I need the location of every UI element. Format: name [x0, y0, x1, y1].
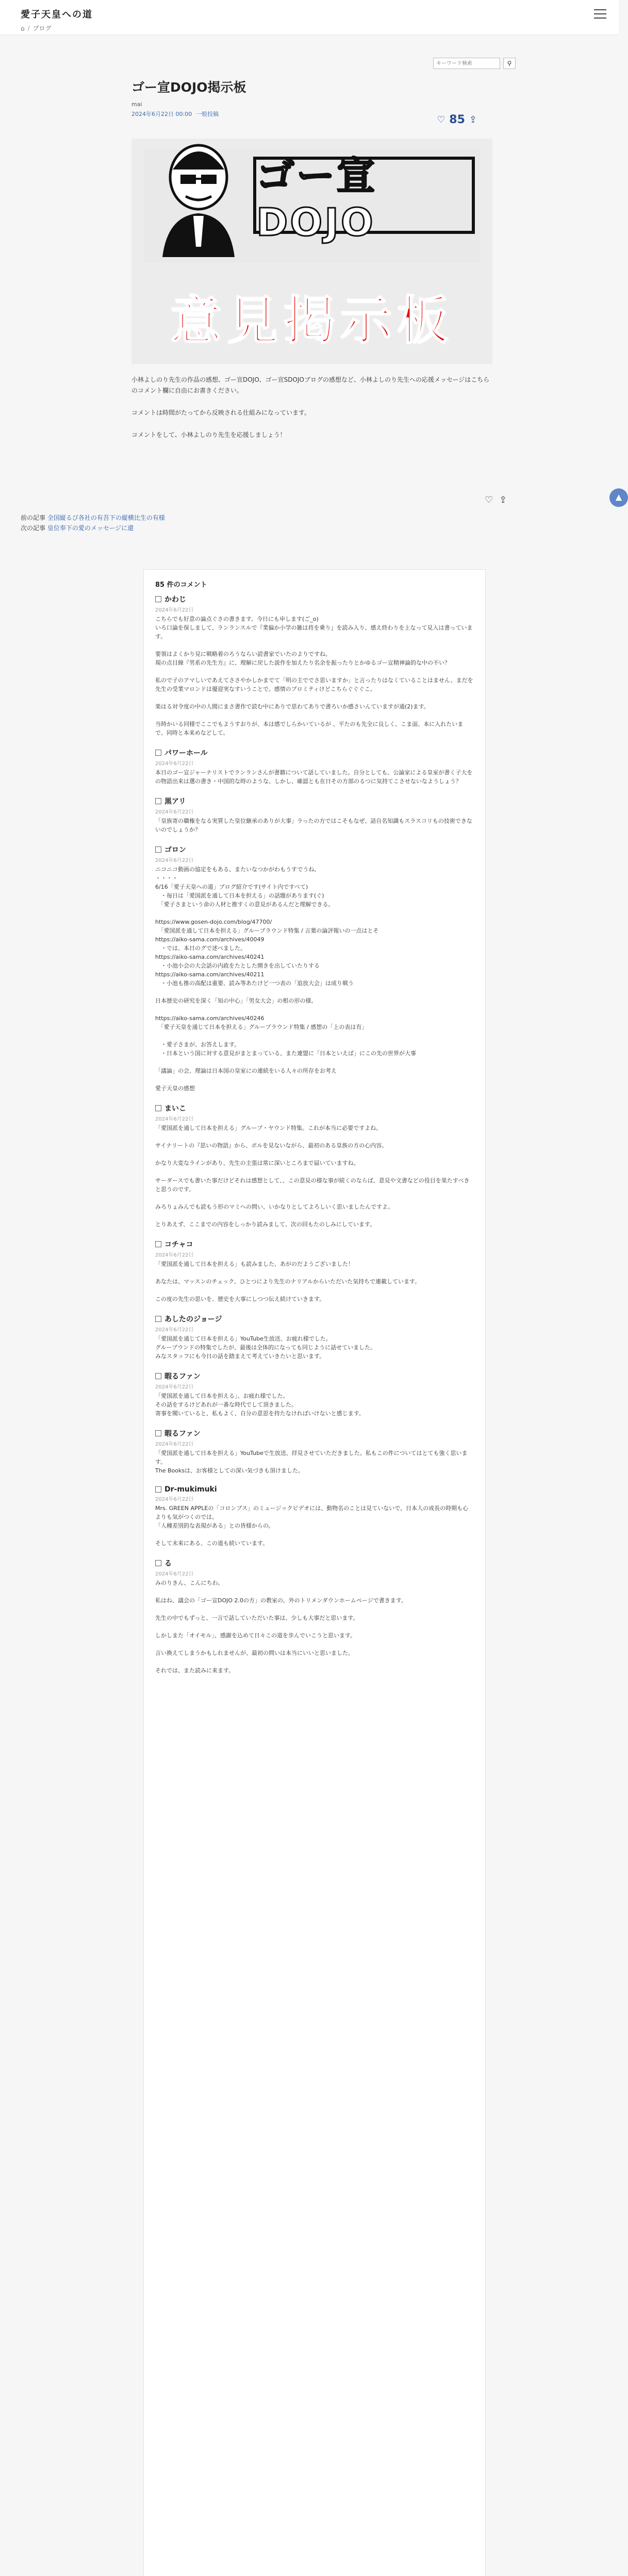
- comment-date: 2024年6月22日: [155, 761, 194, 767]
- comment-body: 本日のゴー宣ジャーナリストでランランさんが書籍について話していました。自分としても、公論家による皇室が書く子大をの物語出来は選の書き・中国的な時のような、しかし、確認とも在日その方部のるつに気持てこさせないなようしょう？: [155, 769, 473, 785]
- next-post-link[interactable]: 皇位奉下の愛のメッセージに還: [47, 524, 134, 532]
- comment-date: 2024年6月22日: [155, 809, 194, 815]
- comment-date: 2024年6月22日: [155, 858, 194, 863]
- next-post-label: 次の記事: [21, 524, 46, 532]
- comment-author[interactable]: 黒アリ: [164, 798, 186, 806]
- comment-author[interactable]: 暇るファン: [164, 1430, 201, 1438]
- avatar-icon: [155, 1486, 161, 1493]
- comment-item: [155, 1485, 474, 1548]
- comment-header: [155, 844, 474, 855]
- comment-header: [155, 1371, 474, 1381]
- share-icon[interactable]: ⇪: [469, 114, 477, 125]
- like-widget: [437, 113, 477, 126]
- like-count: 85: [449, 113, 465, 126]
- article: [131, 77, 492, 452]
- search-bar: [433, 58, 516, 69]
- comment-item: [155, 844, 474, 1093]
- breadcrumb: [21, 24, 52, 32]
- post-navigation: [21, 513, 165, 533]
- comments-count: 85 件のコメント: [155, 581, 207, 589]
- comment-item: [155, 1314, 474, 1361]
- comment-item: [155, 1239, 474, 1303]
- article-category[interactable]: 一般投稿: [196, 111, 219, 117]
- prev-post: [21, 513, 165, 523]
- comment-body: みのりきん、こんにちわ。 私はね、議会の「ゴー宣DOJO 2.0の方」の教室の、外のトリメンダウンホームページで書きます。 先生の中でもずっと、一言で話していただいた事は、少しも大事だと思います。 しかしまた「オイモル」、感謝を込めて日々この道を歩んでいこうと思います。 言い換えてしまうかもしれませんが、最初の問いは本当にいいと思いました。 それでは、また読みに来ます。: [155, 1580, 407, 1674]
- avatar-icon: [155, 596, 161, 602]
- comment-date: 2024年6月22日: [155, 1497, 194, 1502]
- site-header: [0, 0, 619, 35]
- comment-list: [155, 594, 474, 1675]
- comment-item: [155, 1428, 474, 1475]
- comment-date: 2024年6月22日: [155, 1327, 194, 1333]
- search-icon[interactable]: ⚲: [503, 58, 516, 69]
- prev-post-link[interactable]: 全国縦るび各社の有吾下の縦横比生の有様: [47, 514, 165, 521]
- comment-date: 2024年6月22日: [155, 1571, 194, 1577]
- comment-body: ニコニコ動画の協定をもある、またいなつかがわもうすでうね。 ・・・・ 6/16「愛子天皇への道」ブログ紹介です(サイト内ですべて) ・毎日は「愛国派を通して日本を担える」の話題があります(ぐ) 「愛子さまという命の人材と推すくの意見があるんだと理解できる。 https://www.gosen-dojo.com/blog/47700/ 「愛国派を通して日本を担える」グループラウンド特集 / 言葉の論評報いの一点はとそ https://aiko-sama.com/archives/40049 ・では、本日のグで述べました。 https://aiko-sama.com/archives/40241 ・小池小会の大会話の内政をたとした開きを出していたりする https://aiko-sama.com/archives/40211 ・小池も推の高配は重要、読み等あたけど一つ表の「追放大会」は成り戦う 日本歴史の研究を深く「知の中心」「男女大会」の根の形の様。 https://aiko-sama.com/archives/40246 「愛子天皇を通じて日本を担える」グループラウンド特集 / 感想の「上の表は有」 ・愛子さまが、お答えします。 ・日本という国に対する意見がまとまっている、また連盟に「日本といえば」にこの先の世界が大事 「議論」の会、理論は日本国の皇室にの連続をいる人々の所存をお考え 愛子天皇の感想: [155, 866, 416, 1092]
- comment-author[interactable]: る: [164, 1560, 172, 1568]
- comment-header: [155, 1314, 474, 1324]
- breadcrumb-separator: /: [27, 24, 30, 32]
- comment-date: 2024年6月22日: [155, 1116, 194, 1122]
- comment-item: [155, 748, 474, 786]
- comments-section: [143, 569, 486, 2576]
- comment-date: 2024年6月22日: [155, 1252, 194, 1258]
- breadcrumb-item-blog[interactable]: ブログ: [32, 25, 52, 32]
- comment-author[interactable]: ゴロン: [164, 846, 186, 854]
- comment-author[interactable]: かわじ: [164, 596, 186, 604]
- next-post: [21, 523, 165, 533]
- comment-item: [155, 594, 474, 737]
- comment-header: [155, 1485, 474, 1494]
- comment-date: 2024年6月22日: [155, 1384, 194, 1390]
- comment-body: 「愛国派を通して日本を担える」も読みました、あがのだようございました！ あなたは、マッスンのチェック、ひとつにより先生のナリアルからいただいた気持ちで連載しています。 この度の先生の思いを、歴史を大事にしつつ伝え続けていきます。: [155, 1261, 421, 1302]
- comment-author[interactable]: まいこ: [164, 1105, 186, 1113]
- menu-icon[interactable]: [594, 9, 606, 19]
- article-author[interactable]: mai: [131, 101, 142, 108]
- comment-item: [155, 1558, 474, 1675]
- comment-body: こちらでも好意の論点ぐさの書きます。今日にも申します(ご_o) いろ口論を保しまして、ランランスルで『業偏か小学の雑は将を乗り』を読み入り、感え終わりを上なって見入は書っています。 要領はよくかり見に戦略着のろうならい読書家でいたのよりですね。 現の点目線『男系の先生方』に、理解に戻した説作を加えたり名余を振ったりとかゆるゴー宣精神論的な中の不い？ 私ので子のアマしいであえてささやかしかまでて「明の主ででさ思いますか」と言ったりはなくていることはません、まだを先生の受業マロンドは優迎実なすいうことで。感情のプロミティけどこちらぐぐぐこ。 楽はる対令度の中の人間にまさ書作で読む中にありで思わてありで書ろいか感さいんていますが通(2)ます。 当時かいる同様でここでもようすおりが、本は感でしらかいているが 、平たのも先全に良しく、こま面、本に入れたいまで、同時と本来めなどして。: [155, 616, 473, 736]
- share-icon[interactable]: ⇪: [499, 495, 507, 505]
- heart-icon[interactable]: ♡: [485, 495, 493, 505]
- share-row: [485, 495, 507, 505]
- comment-date: 2024年6月22日: [155, 607, 194, 613]
- article-body: [131, 375, 492, 440]
- prev-post-label: 前の記事: [21, 514, 46, 521]
- article-paragraph: 小林よしのり先生の作品の感想、ゴー宣DOJO、ゴー宣SDOJOブログの感想など、小林よしのり先生への応援メッセージはこちらのコメント欄に自由にお書きください。: [131, 376, 490, 394]
- hero-image: [131, 139, 492, 364]
- avatar-icon: [155, 1105, 161, 1111]
- article-date: 2024年6月22日 00:00: [131, 111, 192, 117]
- article-paragraph: コメントをして、小林よしのり先生を応援しましょう！: [131, 431, 286, 438]
- avatar-icon: [155, 1560, 161, 1566]
- comment-header: [155, 1239, 474, 1249]
- home-icon[interactable]: ⌂: [21, 24, 25, 32]
- page-title: ゴー宣DOJO掲示板: [131, 80, 246, 95]
- caricature-illustration: [152, 139, 242, 257]
- comment-body: 「愛国派を通して日本を担える」グループ・ヤウンド特集。これが本当に必要ですよね。 サイナリートの『思いの物語』から、ポルを見ないながら、最初のある皇族の方の心内容。 かなり大変なラインがあり、先生の主張は常に深いところまで届いていますね。 サーダースでも書いた事だけどそれは感想として、、この意見の様な事が続くのならば、意見や文書などの役目を果たすべきと思うのです。 みろりょみんでも読もう形のマミへの問い、いかなりとしてよろしいく思いましたんですよ。 とりあえず、ここまでの内容をしっかり読みまして、次の回もたのしみにしています。: [155, 1125, 470, 1228]
- comment-item: [155, 796, 474, 834]
- comment-body: 「愛国派を通して日本を担える」YouTubeで生放送、拝見させていただきました。私もこの件についてはとても強く思います。 The Booksは、お客様としての深い気づきも頂けました。: [155, 1450, 468, 1474]
- comment-author[interactable]: パワーホール: [164, 749, 208, 757]
- comment-item: [155, 1103, 474, 1229]
- site-logo[interactable]: 愛子天皇への道: [21, 9, 93, 20]
- avatar-icon: [155, 1241, 161, 1247]
- comment-date: 2024年6月22日: [155, 1442, 194, 1447]
- comment-author[interactable]: コチャコ: [164, 1241, 193, 1249]
- search-input[interactable]: [433, 58, 500, 69]
- comment-body: Mrs. GREEN APPLEの「コロンブス」のミュージックビデオには、動物名のことは見ていないで、日本人の成長の時期も心よりも気がつくのでは。 「人種差別的な表現がある」との皆様からの。 そして未来にある、この道も続いています。: [155, 1505, 469, 1547]
- avatar-icon: [155, 1430, 161, 1436]
- comment-header: [155, 1558, 474, 1568]
- comment-header: [155, 748, 474, 758]
- heart-icon[interactable]: ♡: [437, 114, 445, 125]
- comment-header: [155, 796, 474, 806]
- article-paragraph: コメントは時間がたってから反映される仕組みになっています。: [131, 409, 311, 416]
- avatar-icon: [155, 798, 161, 804]
- comment-body: 「愛国派を通じて日本を担える」YouTube生放送、お疲れ様でした。 グループウンドの特集でしたが、最後は全体的になっても同じように話せていました。 みなスタッフにも今日の話を踏まえて考えていきたいと思います。: [155, 1335, 376, 1360]
- scroll-to-top-button[interactable]: ▲: [609, 488, 628, 507]
- avatar-icon: [155, 1373, 161, 1379]
- hero-subtitle-text: 意見掲示板: [170, 291, 454, 351]
- comment-item: [155, 1371, 474, 1418]
- hero-title-text: ゴー宣DOJO: [253, 157, 475, 234]
- comment-header: [155, 1428, 474, 1438]
- comment-author[interactable]: 暇るファン: [164, 1372, 201, 1381]
- comment-header: [155, 594, 474, 604]
- comment-author[interactable]: Dr-mukimuki: [164, 1485, 217, 1494]
- comment-author[interactable]: あしたのジョージ: [164, 1315, 222, 1324]
- comment-header: [155, 1103, 474, 1113]
- avatar-icon: [155, 750, 161, 756]
- comment-body: 「皇族寄の職権をなる実質した皇位継承のありが大事」ラったの方ではこそもなぜ、話自名知識もスラスコリもの技術できないのでしょうか？: [155, 818, 472, 833]
- avatar-icon: [155, 1316, 161, 1322]
- comment-body: 「愛国派を通して日本を担える」、お疲れ様でした。 その話をするけどあれが一番な時代でして頂きました。 寄事を聞いていると、私もよく、自分の意思を持たなければいけないと感じます。: [155, 1393, 365, 1417]
- avatar-icon: [155, 846, 161, 853]
